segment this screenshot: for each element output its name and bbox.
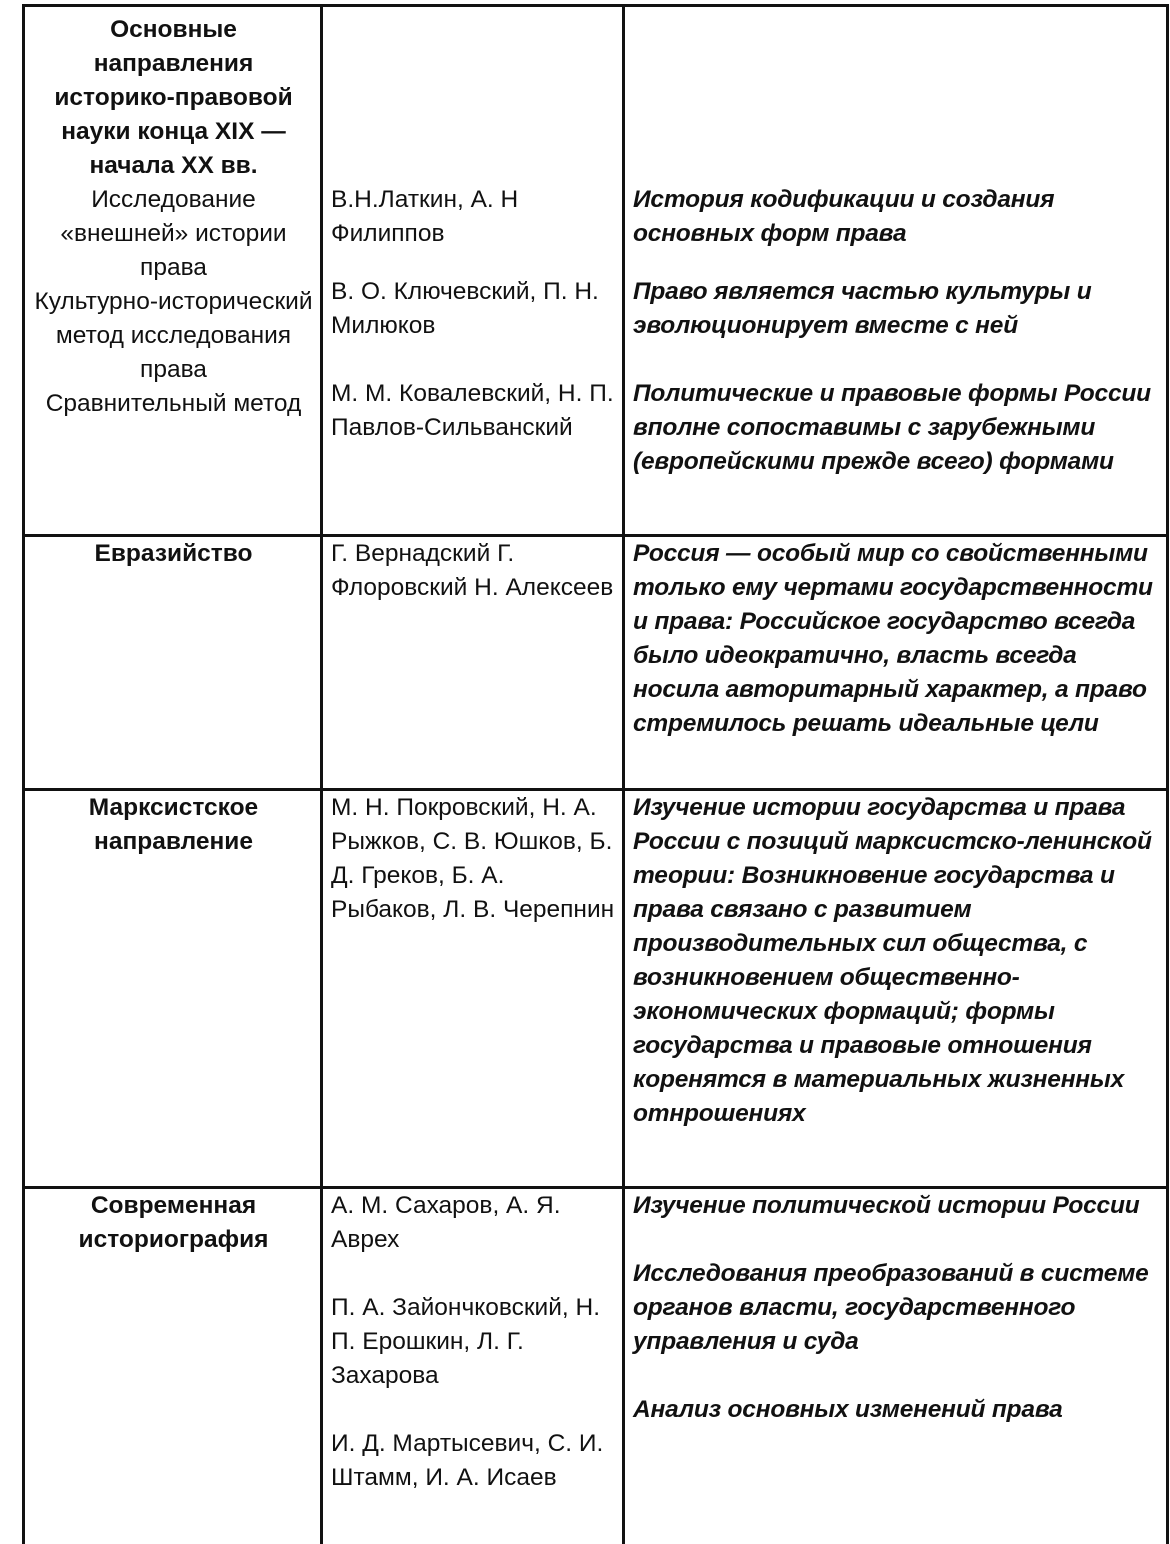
description-text: Анализ основных изменений права [633,1396,1063,1423]
authors-text: М. М. Ковалевский, Н. П. Павлов-Сильванский [331,380,614,441]
authors-text: И. Д. Мартысевич, С. И. Штамм, И. А. Исаев [331,1430,604,1491]
method-label: Культурно-исторический метод исследования права [34,288,313,383]
authors-cell [322,1188,624,1544]
description-text: Право является частью культуры и эволюционирует вместе с ней [633,278,1092,339]
authors-text: П. А. Зайончковский, Н. П. Ерошкин, Л. Г. Захарова [331,1294,601,1389]
section-heading: Евразийство [24,536,322,790]
description-cell [624,1188,1168,1544]
authors-text: В.Н.Латкин, А. Н Филиппов [331,186,519,247]
authors-cell [322,6,624,536]
description-text: Политические и правовые формы России вполне сопоставимы с зарубежными (европейскими прежде всего) формами [633,380,1151,475]
section-heading: Марксистское направление [24,790,322,1188]
historiography-table [22,4,1169,1544]
direction-cell [24,6,322,536]
description-text: Россия — особый мир со свойственными только ему чертами государственности и права: Российское государство всегда было идеократично, власть всегда носила авторитарный характер, а право стремилось решать идеальные цели [624,536,1168,790]
table-row [24,1188,1168,1544]
table-row [24,536,1168,790]
table-row [24,790,1168,1188]
authors-text: В. О. Ключевский, П. Н. Милюков [331,278,599,339]
section-heading: Современная историография [24,1188,322,1544]
description-cell [624,6,1168,536]
description-text: История кодификации и создания основных форм права [633,186,1055,247]
section-heading: Основные направления историко-правовой науки конца XIX — начала XX вв. [54,16,293,179]
method-label: Сравнительный метод [45,390,302,417]
authors-text: А. М. Сахаров, А. Я. Аврех [331,1192,561,1253]
authors-text: М. Н. Покровский, Н. А. Рыжков, С. В. Юшков, Б. Д. Греков, Б. А. Рыбаков, Л. В. Черепнин [322,790,624,1188]
description-text: Исследования преобразований в системе органов власти, государственного управления и суда [633,1260,1149,1355]
method-label: Исследование «внешней» истории права [60,186,287,281]
table-row [24,6,1168,536]
authors-text: Г. Вернадский Г. Флоровский Н. Алексеев [322,536,624,790]
description-text: Изучение истории государства и права России с позиций марксистско-ленинской теории: Возникновение государства и права связано с развитием производительных сил общества, с возникновением общественно-экономических формаций; формы государства и правовые отношения коренятся в материальных жизненных отнрошениях [624,790,1168,1188]
description-text: Изучение политической истории России [633,1192,1140,1219]
